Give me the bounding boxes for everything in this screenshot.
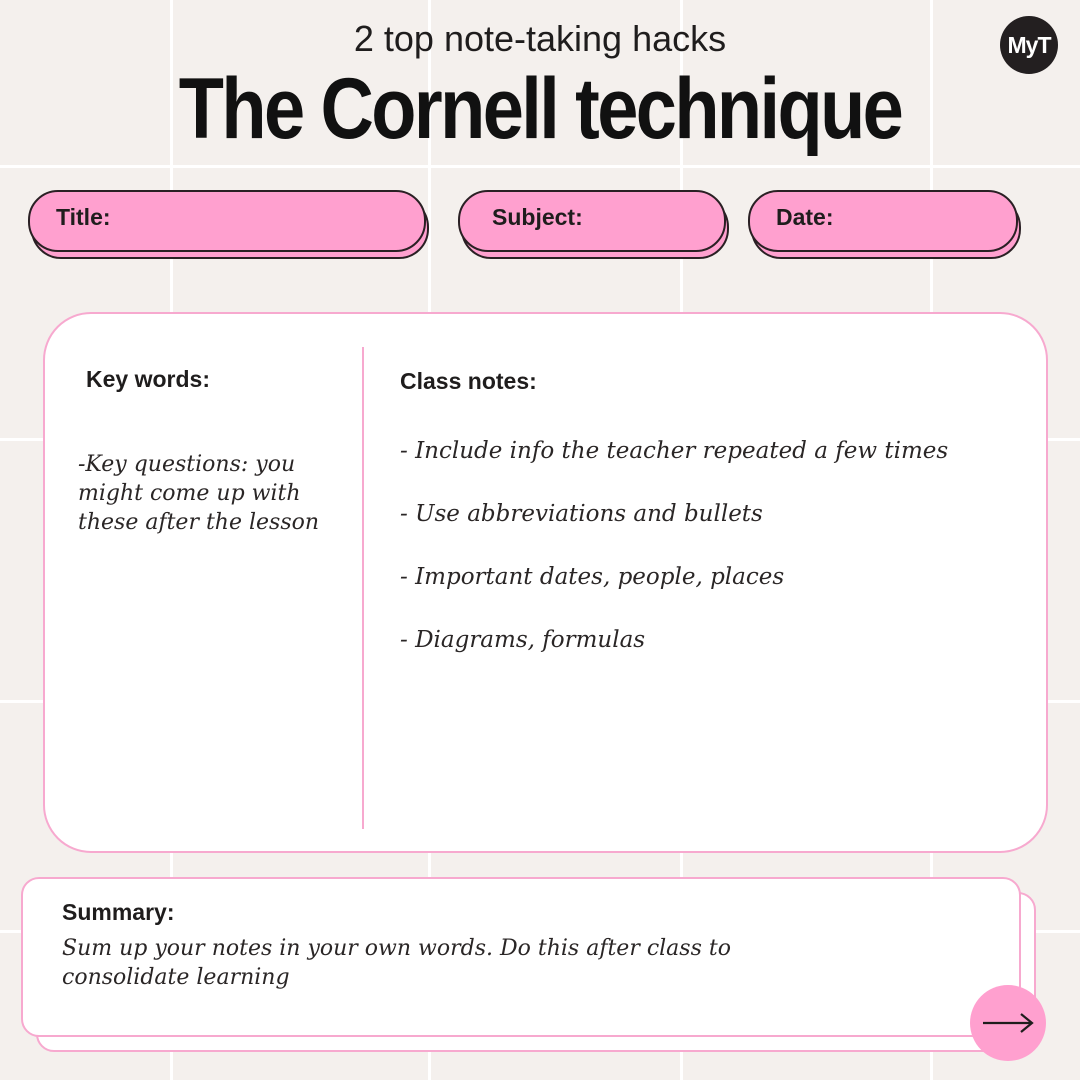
arrow-right-icon bbox=[981, 1011, 1035, 1035]
keywords-text: -Key questions: you might come up with these after the lesson bbox=[78, 452, 320, 535]
date-field[interactable] bbox=[748, 190, 1018, 252]
page-title: The Cornell technique bbox=[178, 61, 902, 157]
logo: MyT bbox=[1000, 16, 1058, 74]
summary-heading: Summary: bbox=[62, 899, 175, 925]
subject-field[interactable] bbox=[458, 190, 726, 252]
class-notes-heading: Class notes: bbox=[400, 368, 537, 394]
grid-line bbox=[0, 165, 1080, 168]
summary-text: Sum up your notes in your own words. Do this after class to consolidate learning bbox=[62, 936, 731, 990]
class-notes-list bbox=[400, 438, 1020, 690]
column-divider bbox=[362, 347, 364, 829]
next-button[interactable] bbox=[970, 985, 1046, 1061]
title-field-label: Title: bbox=[28, 190, 426, 252]
subtitle: 2 top note-taking hacks bbox=[353, 18, 727, 59]
keywords-heading: Key words: bbox=[86, 366, 210, 392]
list-item: - Include info the teacher repeated a few times bbox=[400, 438, 949, 464]
subject-field-label: Subject: bbox=[458, 190, 726, 252]
date-field-label: Date: bbox=[748, 190, 1018, 252]
list-item: - Diagrams, formulas bbox=[400, 627, 646, 653]
title-field[interactable] bbox=[28, 190, 426, 252]
list-item: - Use abbreviations and bullets bbox=[400, 501, 763, 527]
list-item: - Important dates, people, places bbox=[400, 564, 785, 590]
